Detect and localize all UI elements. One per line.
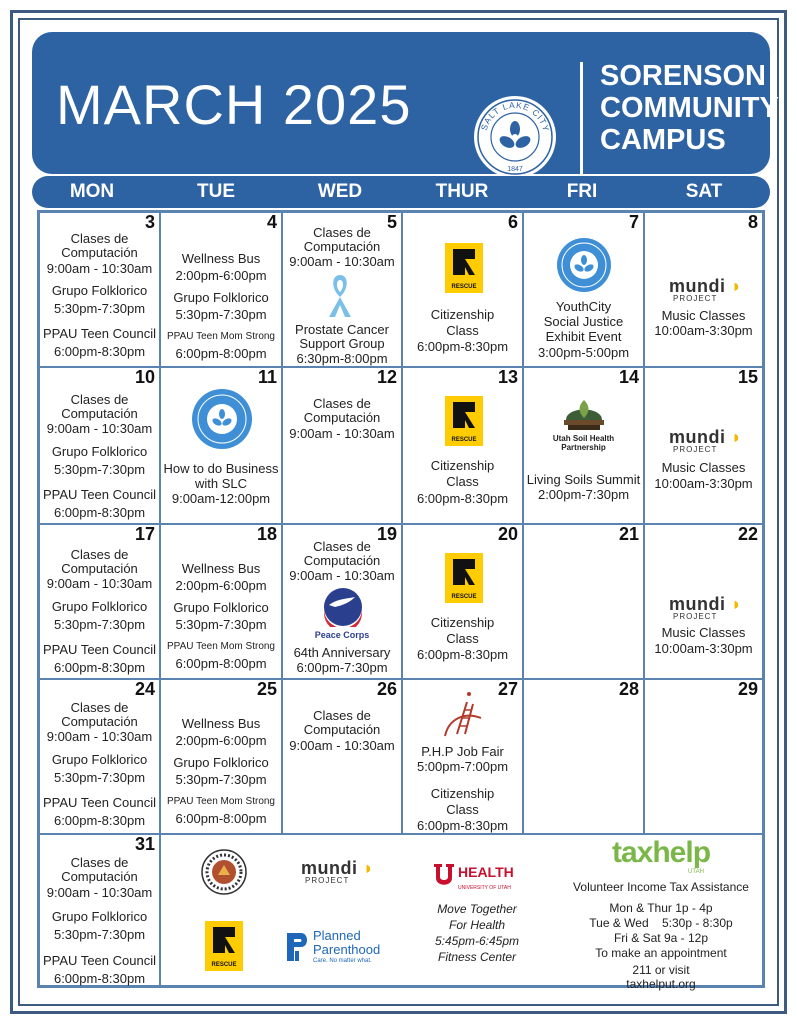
irc-logo: RESCUE (445, 396, 483, 449)
day-cell-6[interactable]: 6 RESCUE Citizenship Class 6:00pm-8:30pm (402, 212, 523, 367)
day-cell-15[interactable]: 15 mundi ◗ PROJECT Music Classes 10:00am-3:30pm (644, 367, 763, 524)
day-wed: WED (317, 181, 363, 202)
day-cell-24[interactable]: 24 Clases de Computación 9:00am - 10:30am Grupo Folklorico 5:30pm-7:30pm PPAU Teen Council 6:00pm-8:30pm (39, 679, 160, 834)
month-title: MARCH 2025 (56, 73, 412, 136)
day-cell-10[interactable]: 10 Clases de Computación 9:00am - 10:30am Grupo Folklorico 5:30pm-7:30pm PPAU Teen Council 6:00pm-8:30pm (39, 367, 160, 524)
calendar-header (32, 32, 779, 174)
irc-logo: RESCUE (445, 243, 483, 296)
day-cell-26[interactable]: 26 Clases de Computación 9:00am - 10:30am (282, 679, 402, 834)
planned-parenthood-icon (285, 931, 311, 963)
day-cell-22[interactable]: 22 mundi ◗ PROJECT Music Classes 10:00am-3:30pm (644, 524, 763, 679)
irc-logo: RESCUE (205, 921, 243, 974)
day-thur: THUR (435, 181, 489, 202)
header-divider (580, 62, 583, 180)
awareness-ribbon-icon (325, 271, 355, 319)
day-sat: SAT (685, 181, 723, 202)
job-fair-ladder-icon (441, 688, 485, 740)
irc-logo: RESCUE (445, 553, 483, 606)
mundi-project-logo: mundi ◗ PROJECT (669, 594, 743, 621)
planned-parenthood-logo: Planned Parenthood Care. No matter what. (285, 929, 395, 969)
day-cell-8[interactable]: 8 mundi ◗ PROJECT Music Classes 10:00am-3:30pm (644, 212, 763, 367)
soil-health-logo-icon (562, 396, 606, 432)
day-cell-7[interactable]: 7 YouthCity Social Justice Exhibit Event 3:00pm-5:00pm (523, 212, 644, 367)
seal-year: 1847 (507, 166, 523, 173)
mundi-project-logo: mundi ◗ PROJECT (669, 276, 743, 303)
weekday-bar (32, 176, 770, 208)
calendar-grid (37, 210, 765, 991)
university-of-utah-u-icon (433, 863, 455, 889)
taxhelp-block: taxhelp UTAH Volunteer Income Tax Assistance Mon & Thur 1p - 4p Tue & Wed 5:30p - 8:30p Fri & Sat 9a - 12p To make an appointment 211 or visit taxhelput.org (561, 837, 761, 991)
day-cell-3[interactable]: 3 Clases de Computación 9:00am - 10:30am Grupo Folklorico 5:30pm-7:30pm PPAU Teen Council 6:00pm-8:30pm (39, 212, 160, 367)
day-cell-13[interactable]: 13 RESCUE Citizenship Class 6:00pm-8:30pm (402, 367, 523, 524)
tribal-seal-icon (201, 849, 247, 895)
day-cell-11[interactable]: 11 How to do Business with SLC 9:00am-12:00pm (160, 367, 282, 524)
taxhelp-logo: taxhelp (611, 836, 711, 869)
salt-lake-city-seal-icon (472, 94, 558, 180)
peace-corps-logo-icon (321, 587, 365, 627)
mundi-project-logo: mundi ◗ PROJECT (669, 427, 743, 454)
day-cell-31[interactable]: 31 Clases de Computación 9:00am - 10:30am Grupo Folklorico 5:30pm-7:30pm PPAU Teen Council 6:00pm-8:30pm (39, 834, 160, 986)
sponsors-panel (160, 834, 763, 991)
day-tue: TUE (197, 181, 235, 202)
day-cell-21[interactable]: 21 (523, 524, 644, 679)
day-cell-12[interactable]: 12 Clases de Computación 9:00am - 10:30am (282, 367, 402, 524)
day-cell-29[interactable]: 29 (644, 679, 763, 834)
day-fri: FRI (566, 181, 598, 202)
day-cell-25[interactable]: 25 Wellness Bus 2:00pm-6:00pm Grupo Folklorico 5:30pm-7:30pm PPAU Teen Mom Strong 6:00pm-8:00pm (160, 679, 282, 834)
day-cell-17[interactable]: 17 Clases de Computación 9:00am - 10:30am Grupo Folklorico 5:30pm-7:30pm PPAU Teen Council 6:00pm-8:30pm (39, 524, 160, 679)
taxhelp-title: Volunteer Income Tax Assistance (573, 880, 749, 894)
day-cell-5[interactable]: 5 Clases de Computación 9:00am - 10:30am Prostate Cancer Support Group 6:30pm-8:00pm (282, 212, 402, 367)
mundi-project-logo: mundi ◗ PROJECT (301, 858, 375, 885)
campus-name: SORENSON COMMUNITY CAMPUS (600, 60, 779, 156)
day-cell-4[interactable]: 4 Wellness Bus 2:00pm-6:00pm Grupo Folklorico 5:30pm-7:30pm PPAU Teen Mom Strong 6:00pm-8:00pm (160, 212, 282, 367)
day-cell-28[interactable]: 28 (523, 679, 644, 834)
day-cell-19[interactable]: 19 Clases de Computación 9:00am - 10:30am Peace Corps 64th Anniversary 6:00pm-7:30pm (282, 524, 402, 679)
day-cell-20[interactable]: 20 RESCUE Citizenship Class 6:00pm-8:30pm (402, 524, 523, 679)
seal-text: SALT LAKE CITY (478, 99, 552, 133)
day-cell-18[interactable]: 18 Wellness Bus 2:00pm-6:00pm Grupo Folklorico 5:30pm-7:30pm PPAU Teen Mom Strong 6:00pm-8:00pm (160, 524, 282, 679)
youthcity-seal-icon (556, 237, 612, 293)
day-mon: MON (69, 181, 115, 202)
university-health-logo: HEALTH UNIVERSITY OF UTAH (433, 863, 533, 895)
health-event-text: Move Together For Health 5:45pm-6:45pm Fitness Center (434, 902, 520, 964)
day-cell-27[interactable]: 27 P.H.P Job Fair 5:00pm-7:00pm Citizenship Class 6:00pm-8:30pm (402, 679, 523, 834)
salt-lake-city-seal-icon (191, 388, 253, 450)
day-cell-14[interactable]: 14 Utah Soil Health Partnership Living Soils Summit 2:00pm-7:30pm (523, 367, 644, 524)
